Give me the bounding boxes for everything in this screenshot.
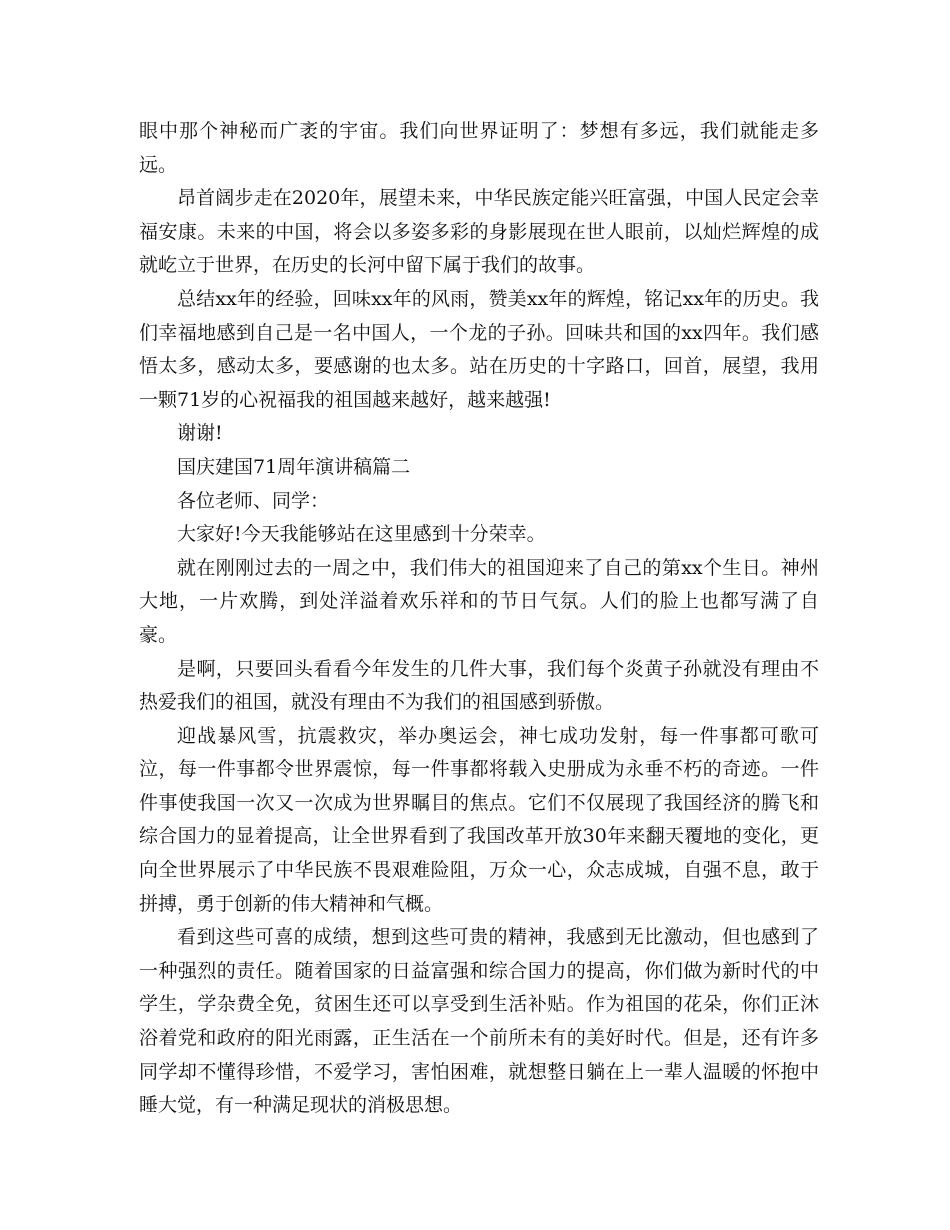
paragraph: 就在刚刚过去的一周之中，我们伟大的祖国迎来了自己的第xx个生日。神州大地，一片欢腾，到处洋溢着欢乐祥和的节日气氛。人们的脸上也都写满了自豪。 (139, 556, 819, 646)
paragraph: 昂首阔步走在2020年，展望未来，中华民族定能兴旺富强，中国人民定会幸福安康。未来的中国，将会以多姿多彩的身影展现在世人眼前，以灿烂辉煌的成就屹立于世界，在历史的长河中留下属于我们的故事。 (139, 187, 819, 277)
paragraph: 迎战暴风雪，抗震救灾，举办奥运会，神七成功发射，每一件事都可歌可泣，每一件事都令世界震惊，每一件事都将载入史册成为永垂不朽的奇迹。一件件事使我国一次又一次成为世界瞩目的焦点。它们不仅展现了我国经济的腾飞和综合国力的显着提高，让全世界看到了我国改革开放30年来翻天覆地的变化，更向全世界展示了中华民族不畏艰难险阻，万众一心，众志成城，自强不息，敢于拼搏，勇于创新的伟大精神和气概。 (139, 724, 819, 915)
section-title: 国庆建国71周年演讲稿篇二 (177, 455, 411, 478)
paragraph: 看到这些可喜的成绩，想到这些可贵的精神，我感到无比激动，但也感到了一种强烈的责任。随着国家的日益富强和综合国力的提高，你们做为新时代的中学生，学杂费全免，贫困生还可以享受到生活补贴。作为祖国的花朵，你们正沐浴着党和政府的阳光雨露，正生活在一个前所未有的美好时代。但是，还有许多同学却不懂得珍惜，不爱学习，害怕困难，就想整日躺在上一辈人温暖的怀抱中睡大觉，有一种满足现状的消极思想。 (139, 926, 819, 1117)
closing-thanks: 谢谢! (177, 422, 223, 445)
paragraph: 眼中那个神秘而广袤的宇宙。我们向世界证明了：梦想有多远，我们就能走多远。 (139, 120, 819, 176)
salutation: 各位老师、同学： (177, 489, 330, 512)
document-body (139, 115, 819, 1123)
greeting: 大家好!今天我能够站在这里感到十分荣幸。 (177, 523, 546, 546)
paragraph: 总结xx年的经验，回味xx年的风雨，赞美xx年的辉煌，铭记xx年的历史。我们幸福地感到自己是一名中国人，一个龙的子孙。回味共和国的xx四年。我们感悟太多，感动太多，要感谢的也太多。站在历史的十字路口，回首，展望，我用一颗71岁的心祝福我的祖国越来越好，越来越强! (139, 287, 819, 411)
paragraph: 是啊，只要回头看看今年发生的几件大事，我们每个炎黄子孙就没有理由不热爱我们的祖国，就没有理由不为我们的祖国感到骄傲。 (139, 657, 819, 714)
